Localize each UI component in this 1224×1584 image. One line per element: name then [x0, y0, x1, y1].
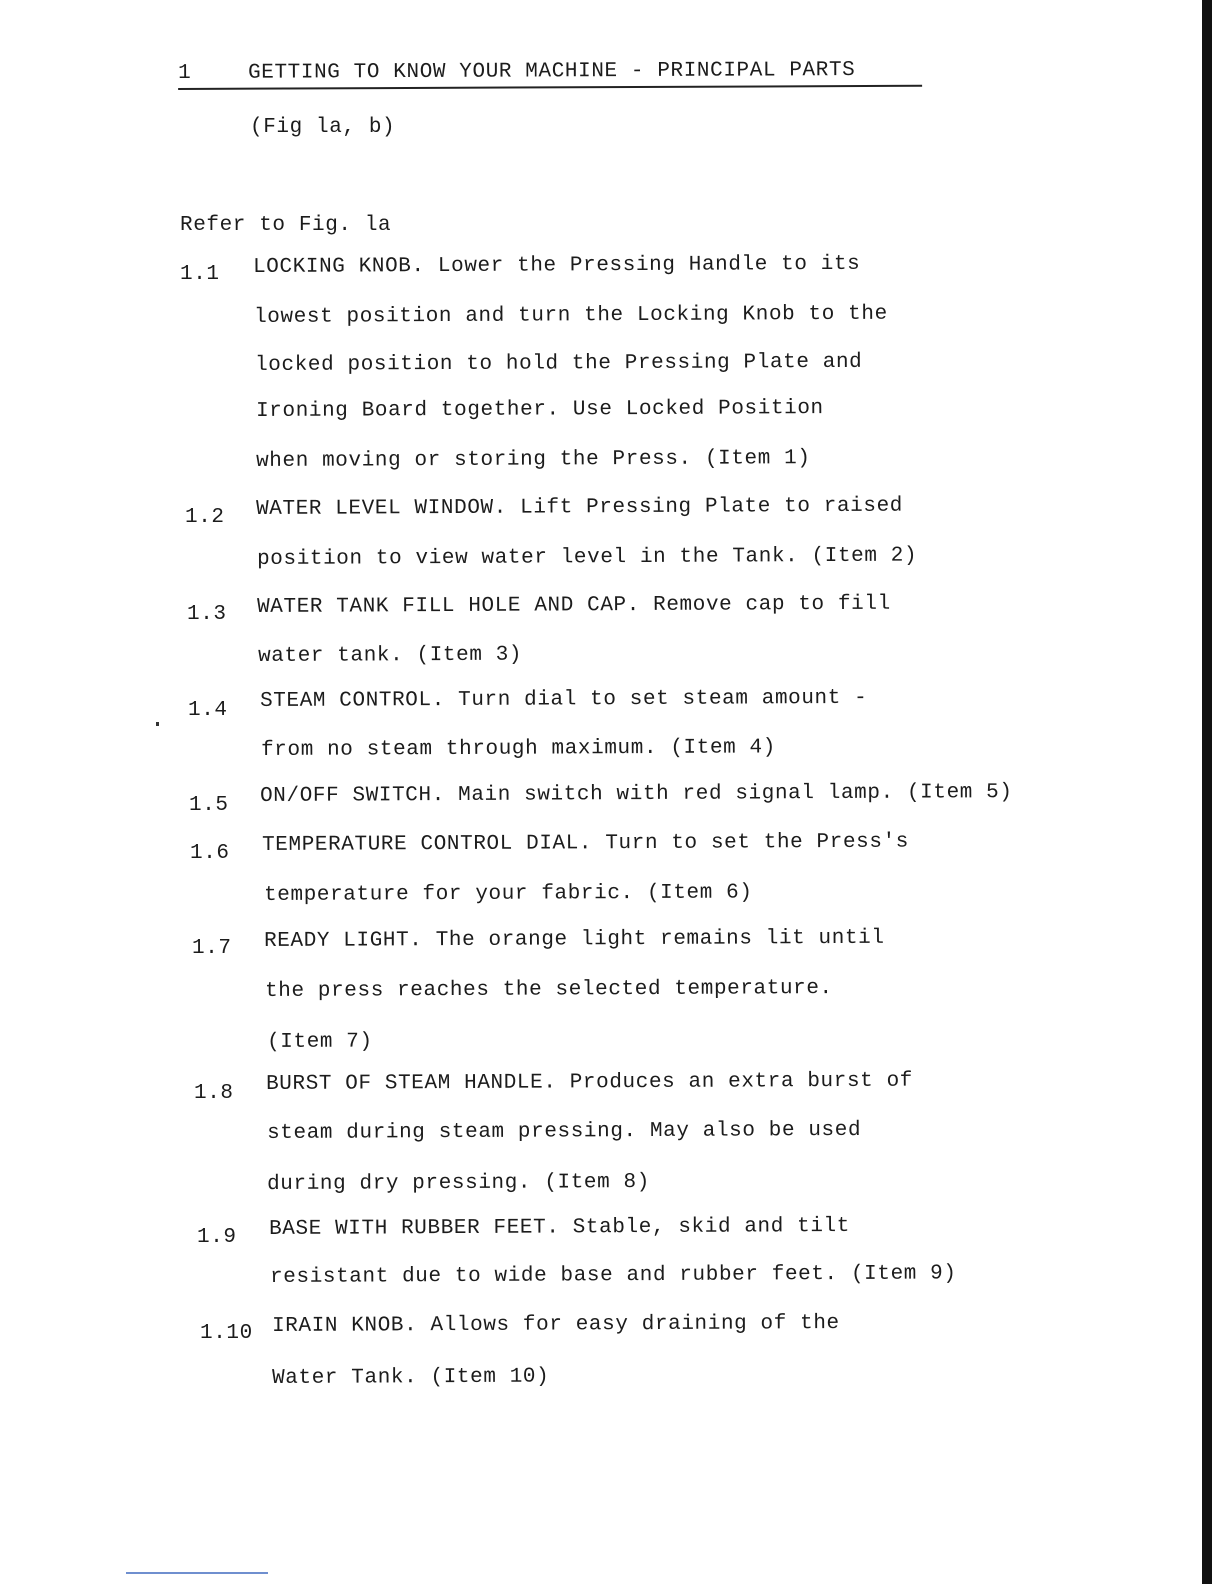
item-line: (Item 7) [267, 1030, 373, 1054]
item-line: during dry pressing. (Item 8) [267, 1170, 650, 1196]
item-line: READY LIGHT. The orange light remains lit until [264, 926, 885, 953]
item-number: 1.2 [185, 506, 225, 529]
item-number: 1.5 [189, 794, 229, 817]
item-number: 1.10 [200, 1322, 253, 1345]
item-line: the press reaches the selected temperature. [265, 977, 833, 1003]
scan-bottom-mark [126, 1572, 268, 1574]
item-line: WATER LEVEL WINDOW. Lift Pressing Plate to raised [256, 494, 904, 521]
item-line: IRAIN KNOB. Allows for easy draining of the [272, 1312, 840, 1338]
item-line: LOCKING KNOB. Lower the Pressing Handle to its [253, 252, 861, 279]
item-number: 1.3 [187, 603, 227, 626]
item-number: 1.8 [194, 1082, 234, 1105]
item-line: resistant due to wide base and rubber feet. (Item 9) [270, 1262, 957, 1289]
scan-speck [156, 722, 159, 726]
item-number: 1.6 [190, 842, 230, 865]
item-line: Ironing Board together. Use Locked Position [256, 397, 824, 423]
item-number: 1.1 [180, 263, 220, 286]
section-heading [178, 59, 922, 90]
item-number: 1.7 [192, 937, 232, 960]
intro-text: Refer to Fig. la [180, 214, 392, 237]
item-line: BASE WITH RUBBER FEET. Stable, skid and tilt [269, 1214, 851, 1241]
figure-reference: (Fig la, b) [250, 116, 396, 139]
item-line: position to view water level in the Tank. (Item 2) [257, 544, 918, 571]
item-line: WATER TANK FILL HOLE AND CAP. Remove cap to fill [257, 592, 891, 619]
item-line: temperature for your fabric. (Item 6) [264, 881, 753, 907]
item-line: water tank. (Item 3) [258, 643, 523, 668]
item-line: steam during steam pressing. May also be used [267, 1118, 862, 1145]
section-number: 1 [178, 61, 192, 85]
item-line: BURST OF STEAM HANDLE. Produces an extra burst of [266, 1069, 914, 1096]
item-number: 1.9 [197, 1226, 237, 1249]
item-line: from no steam through maximum. (Item 4) [261, 736, 777, 762]
item-line: when moving or storing the Press. (Item 1) [256, 447, 811, 473]
item-number: 1.4 [188, 699, 228, 722]
scan-edge-border [1202, 0, 1212, 1584]
item-line: locked position to hold the Pressing Plate and [255, 350, 863, 377]
section-title: GETTING TO KNOW YOUR MACHINE - PRINCIPAL PARTS [247, 59, 856, 85]
item-line: TEMPERATURE CONTROL DIAL. Turn to set the Press's [262, 830, 910, 857]
item-line: lowest position and turn the Locking Knob to the [254, 302, 888, 329]
item-line: ON/OFF SWITCH. Main switch with red signal lamp. (Item 5) [260, 781, 1013, 808]
item-line: STEAM CONTROL. Turn dial to set steam amount - [260, 686, 868, 713]
item-line: Water Tank. (Item 10) [272, 1365, 550, 1390]
